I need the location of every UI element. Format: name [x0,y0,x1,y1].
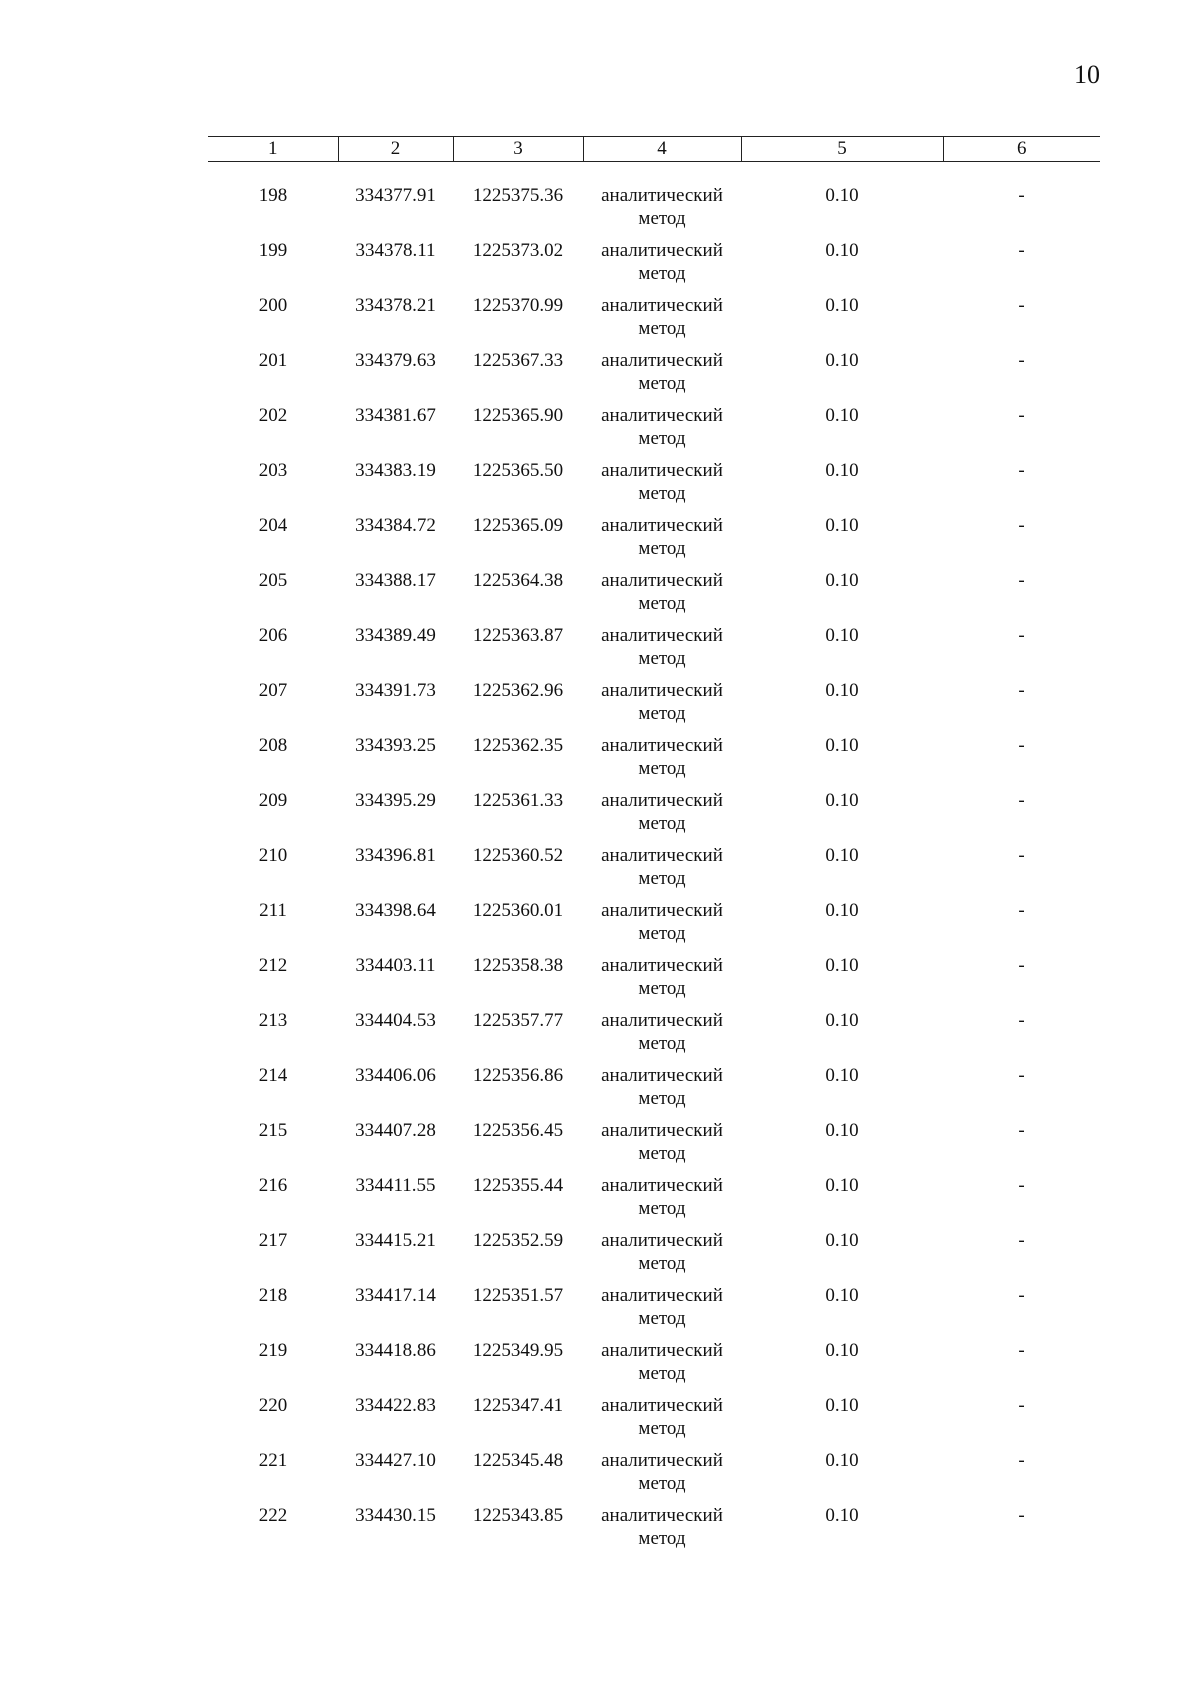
method-line-1: аналитический [601,240,723,261]
note-cell: - [1018,900,1025,921]
method-cell [583,1119,741,1174]
method-cell [583,954,741,1009]
x-coordinate-cell: 334403.11 [355,955,436,976]
method-cell [583,1009,741,1064]
method-line-1: аналитический [601,1505,723,1526]
method-line-1: аналитический [601,1285,723,1306]
method-line-1: аналитический [601,1120,723,1141]
table-row [208,1174,1100,1229]
method-line-1: аналитический [601,790,723,811]
table-row [208,1009,1100,1064]
method-line-2: метод [638,923,686,944]
method-line-2: метод [638,538,686,559]
table-row [208,789,1100,844]
note-cell: - [1018,185,1025,206]
method-line-2: метод [638,208,686,229]
method-cell [583,1229,741,1284]
method-line-1: аналитический [601,1175,723,1196]
note-cell: - [1018,1395,1025,1416]
point-number-cell: 217 [258,1230,288,1251]
point-number-cell: 215 [258,1120,288,1141]
x-coordinate-cell: 334430.15 [355,1505,436,1526]
method-line-2: метод [638,648,686,669]
method-cell [583,1064,741,1119]
point-number-cell: 221 [258,1450,288,1471]
note-cell: - [1018,1065,1025,1086]
table-row [208,1449,1100,1504]
accuracy-cell: 0.10 [825,1505,859,1526]
method-cell [583,349,741,404]
accuracy-cell: 0.10 [825,1010,859,1031]
point-number-cell: 201 [258,350,288,371]
method-line-2: метод [638,1088,686,1109]
page-number: 10 [1074,60,1100,89]
y-coordinate-cell: 1225349.95 [472,1340,564,1361]
note-cell: - [1018,570,1025,591]
method-line-2: метод [638,373,686,394]
note-cell: - [1018,1175,1025,1196]
point-number-cell: 209 [258,790,288,811]
note-cell: - [1018,625,1025,646]
spacer-cell [208,162,1100,185]
x-coordinate-cell: 334378.11 [355,240,436,261]
method-cell [583,239,741,294]
accuracy-cell: 0.10 [825,845,859,866]
table-row [208,624,1100,679]
x-coordinate-cell: 334407.28 [355,1120,436,1141]
method-cell [583,624,741,679]
method-line-1: аналитический [601,900,723,921]
point-number-cell: 213 [258,1010,288,1031]
note-cell: - [1018,680,1025,701]
method-line-2: метод [638,593,686,614]
x-coordinate-cell: 334417.14 [355,1285,436,1306]
x-coordinate-cell: 334398.64 [355,900,436,921]
y-coordinate-cell: 1225360.01 [472,900,564,921]
coordinates-table [208,136,1100,1559]
method-line-1: аналитический [601,845,723,866]
y-coordinate-cell: 1225370.99 [472,295,564,316]
method-cell [583,1504,741,1559]
y-coordinate-cell: 1225364.38 [472,570,564,591]
method-line-2: метод [638,1253,686,1274]
method-line-2: метод [638,318,686,339]
table-row [208,954,1100,1009]
method-line-2: метод [638,263,686,284]
y-coordinate-cell: 1225345.48 [472,1450,564,1471]
x-coordinate-cell: 334389.49 [355,625,436,646]
y-coordinate-cell: 1225361.33 [472,790,564,811]
note-cell: - [1018,405,1025,426]
y-coordinate-cell: 1225352.59 [472,1230,564,1251]
y-coordinate-cell: 1225367.33 [472,350,564,371]
y-coordinate-cell: 1225343.85 [472,1505,564,1526]
method-cell [583,294,741,349]
accuracy-cell: 0.10 [825,1340,859,1361]
accuracy-cell: 0.10 [825,680,859,701]
table-row [208,899,1100,954]
x-coordinate-cell: 334384.72 [355,515,436,536]
column-header-4: 4 [583,137,741,162]
y-coordinate-cell: 1225363.87 [472,625,564,646]
x-coordinate-cell: 334393.25 [355,735,436,756]
method-line-2: метод [638,1143,686,1164]
method-line-2: метод [638,1528,686,1549]
accuracy-cell: 0.10 [825,570,859,591]
method-line-1: аналитический [601,625,723,646]
method-line-2: метод [638,428,686,449]
y-coordinate-cell: 1225365.50 [472,460,564,481]
table-row [208,679,1100,734]
method-cell [583,184,741,239]
y-coordinate-cell: 1225373.02 [472,240,564,261]
method-line-1: аналитический [601,295,723,316]
point-number-cell: 211 [259,900,287,921]
method-cell [583,734,741,789]
method-cell [583,1284,741,1339]
method-line-1: аналитический [601,1450,723,1471]
accuracy-cell: 0.10 [825,790,859,811]
method-line-2: метод [638,978,686,999]
table-row [208,1284,1100,1339]
method-line-2: метод [638,483,686,504]
header-row [208,137,1100,162]
method-line-1: аналитический [601,1010,723,1031]
point-number-cell: 216 [258,1175,288,1196]
method-line-1: аналитический [601,680,723,701]
point-number-cell: 220 [258,1395,288,1416]
accuracy-cell: 0.10 [825,625,859,646]
method-cell [583,1174,741,1229]
table-spacer [208,162,1100,185]
method-line-2: метод [638,1418,686,1439]
method-line-1: аналитический [601,350,723,371]
accuracy-cell: 0.10 [825,1285,859,1306]
table-row [208,404,1100,459]
note-cell: - [1018,1120,1025,1141]
method-line-1: аналитический [601,1395,723,1416]
table-row [208,1339,1100,1394]
method-line-1: аналитический [601,955,723,976]
column-header-3: 3 [453,137,583,162]
method-line-1: аналитический [601,1065,723,1086]
table-row [208,844,1100,899]
accuracy-cell: 0.10 [825,1395,859,1416]
table-row [208,1394,1100,1449]
column-header-1: 1 [208,137,338,162]
note-cell: - [1018,350,1025,371]
method-cell [583,459,741,514]
accuracy-cell: 0.10 [825,1175,859,1196]
method-line-2: метод [638,1198,686,1219]
method-cell [583,404,741,459]
note-cell: - [1018,845,1025,866]
x-coordinate-cell: 334383.19 [355,460,436,481]
y-coordinate-cell: 1225357.77 [472,1010,564,1031]
note-cell: - [1018,790,1025,811]
point-number-cell: 208 [258,735,288,756]
y-coordinate-cell: 1225362.35 [472,735,564,756]
x-coordinate-cell: 334422.83 [355,1395,436,1416]
column-header-2: 2 [338,137,453,162]
method-line-2: метод [638,758,686,779]
method-line-1: аналитический [601,405,723,426]
x-coordinate-cell: 334388.17 [355,570,436,591]
method-line-1: аналитический [601,570,723,591]
point-number-cell: 212 [258,955,288,976]
method-cell [583,1394,741,1449]
method-cell [583,679,741,734]
method-line-2: метод [638,1033,686,1054]
note-cell: - [1018,1230,1025,1251]
table-row [208,569,1100,624]
method-cell [583,1449,741,1504]
accuracy-cell: 0.10 [825,1450,859,1471]
accuracy-cell: 0.10 [825,405,859,426]
table-row [208,1119,1100,1174]
method-cell [583,899,741,954]
point-number-cell: 222 [258,1505,288,1526]
note-cell: - [1018,1285,1025,1306]
method-line-1: аналитический [601,460,723,481]
table-row [208,1229,1100,1284]
accuracy-cell: 0.10 [825,1120,859,1141]
note-cell: - [1018,735,1025,756]
y-coordinate-cell: 1225347.41 [472,1395,564,1416]
note-cell: - [1018,955,1025,976]
note-cell: - [1018,460,1025,481]
method-line-1: аналитический [601,515,723,536]
y-coordinate-cell: 1225375.36 [472,185,564,206]
x-coordinate-cell: 334427.10 [355,1450,436,1471]
table-body [208,162,1100,1560]
point-number-cell: 219 [258,1340,288,1361]
table-row [208,184,1100,239]
method-cell [583,1339,741,1394]
accuracy-cell: 0.10 [825,900,859,921]
point-number-cell: 200 [258,295,288,316]
y-coordinate-cell: 1225360.52 [472,845,564,866]
x-coordinate-cell: 334391.73 [355,680,436,701]
y-coordinate-cell: 1225355.44 [472,1175,564,1196]
point-number-cell: 206 [258,625,288,646]
method-line-2: метод [638,813,686,834]
x-coordinate-cell: 334404.53 [355,1010,436,1031]
x-coordinate-cell: 334411.55 [355,1175,436,1196]
method-line-2: метод [638,1308,686,1329]
y-coordinate-cell: 1225358.38 [472,955,564,976]
x-coordinate-cell: 334415.21 [355,1230,436,1251]
note-cell: - [1018,1340,1025,1361]
note-cell: - [1018,515,1025,536]
x-coordinate-cell: 334418.86 [355,1340,436,1361]
method-cell [583,844,741,899]
x-coordinate-cell: 334379.63 [355,350,436,371]
point-number-cell: 205 [258,570,288,591]
column-header-6: 6 [943,137,1100,162]
point-number-cell: 207 [258,680,288,701]
note-cell: - [1018,1450,1025,1471]
x-coordinate-cell: 334381.67 [355,405,436,426]
point-number-cell: 204 [258,515,288,536]
note-cell: - [1018,1505,1025,1526]
table-row [208,1064,1100,1119]
x-coordinate-cell: 334395.29 [355,790,436,811]
note-cell: - [1018,295,1025,316]
method-line-2: метод [638,703,686,724]
accuracy-cell: 0.10 [825,1065,859,1086]
accuracy-cell: 0.10 [825,515,859,536]
accuracy-cell: 0.10 [825,185,859,206]
accuracy-cell: 0.10 [825,735,859,756]
note-cell: - [1018,1010,1025,1031]
table-header [208,137,1100,162]
y-coordinate-cell: 1225356.45 [472,1120,564,1141]
method-line-1: аналитический [601,735,723,756]
column-header-5: 5 [741,137,943,162]
x-coordinate-cell: 334377.91 [355,185,436,206]
table-row [208,459,1100,514]
point-number-cell: 218 [258,1285,288,1306]
point-number-cell: 210 [258,845,288,866]
accuracy-cell: 0.10 [825,295,859,316]
y-coordinate-cell: 1225362.96 [472,680,564,701]
method-line-1: аналитический [601,1230,723,1251]
y-coordinate-cell: 1225365.09 [472,515,564,536]
coordinates-table-container [208,136,1100,1559]
accuracy-cell: 0.10 [825,240,859,261]
table-row [208,1504,1100,1559]
method-line-1: аналитический [601,1340,723,1361]
point-number-cell: 202 [258,405,288,426]
table-row [208,734,1100,789]
table-row [208,349,1100,404]
method-line-2: метод [638,1363,686,1384]
method-line-2: метод [638,1473,686,1494]
x-coordinate-cell: 334406.06 [355,1065,436,1086]
method-cell [583,569,741,624]
table-row [208,239,1100,294]
table-row [208,294,1100,349]
y-coordinate-cell: 1225356.86 [472,1065,564,1086]
x-coordinate-cell: 334378.21 [355,295,436,316]
x-coordinate-cell: 334396.81 [355,845,436,866]
point-number-cell: 214 [258,1065,288,1086]
point-number-cell: 198 [258,185,288,206]
method-cell [583,514,741,569]
y-coordinate-cell: 1225351.57 [472,1285,564,1306]
point-number-cell: 203 [258,460,288,481]
point-number-cell: 199 [258,240,288,261]
method-line-1: аналитический [601,185,723,206]
method-cell [583,789,741,844]
accuracy-cell: 0.10 [825,350,859,371]
table-row [208,514,1100,569]
y-coordinate-cell: 1225365.90 [472,405,564,426]
accuracy-cell: 0.10 [825,955,859,976]
accuracy-cell: 0.10 [825,1230,859,1251]
accuracy-cell: 0.10 [825,460,859,481]
note-cell: - [1018,240,1025,261]
method-line-2: метод [638,868,686,889]
